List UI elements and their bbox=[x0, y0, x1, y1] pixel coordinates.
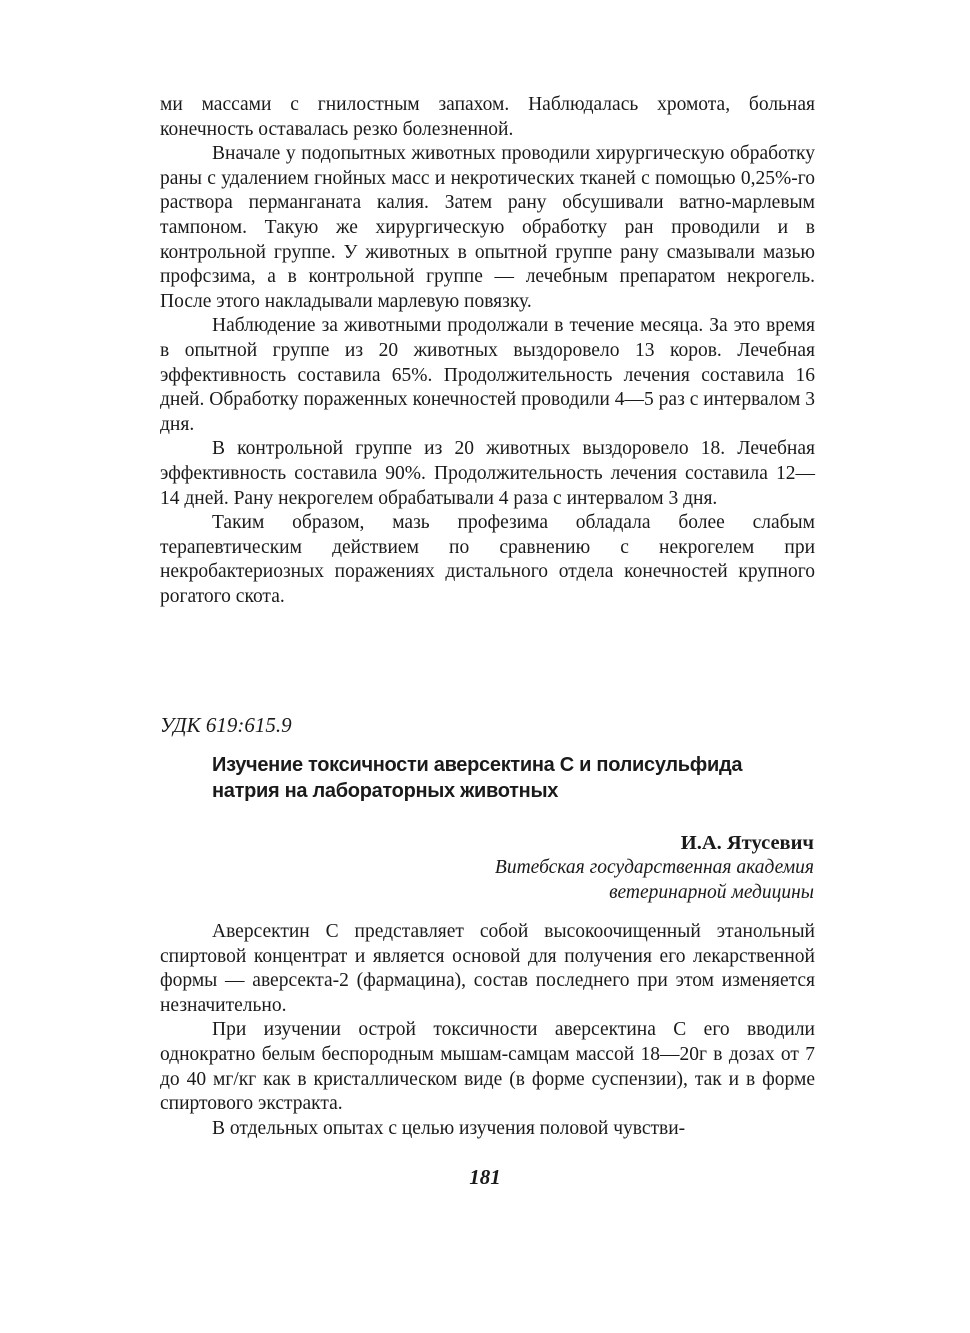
article-title: Изучение токсичности аверсектина С и полисульфида натрия на лабораторных животных bbox=[212, 754, 743, 802]
article-body bbox=[160, 920, 815, 1141]
author-name: И.А. Ятусевич bbox=[680, 832, 814, 854]
udk-code: УДК 619:615.9 bbox=[160, 713, 292, 737]
previous-article-ending bbox=[160, 93, 815, 609]
paragraph: В контрольной группе из 20 животных выздоровело 18. Лечебная эффективность составила 90%. Продолжительность лечения составила 12—14 дней. Рану некрогелем обрабатывали 4 раза с интервалом 3 дня. bbox=[160, 438, 815, 509]
paragraph: Таким образом, мазь профезима обладала более слабым терапевтическим действием по сравнению с некрогелем при некробактериозных поражениях дистального отдела конечностей крупного рогатого скота. bbox=[160, 512, 815, 607]
paragraph: Наблюдение за животными продолжали в течение месяца. За это время в опытной группе из 20 животных выздоровело 13 коров. Лечебная эффективность составила 65%. Продолжительность лечения составила 16 дней. Обработку пораженных конечностей проводили 4—5 раз с интервалом 3 дня. bbox=[160, 315, 815, 435]
paragraph: Аверсектин С представляет собой высокоочищенный этанольный спиртовой концентрат и является основой для получения его лекарственной формы — аверсекта-2 (фармацина), состав последнего при этом изменяется незначительно. bbox=[160, 921, 815, 1016]
paragraph: Вначале у подопытных животных проводили хирургическую обработку раны с удалением гнойных масс и некротических тканей с помощью 0,25%-го раствора перманганата калия. Затем рану обсушивали ватно-марлевым тампоном. Такую же хирургическую обработку ран проводили и в контрольной группе. У животных в опытной группе рану смазывали мазью профсзима, а в контрольной группе — лечебным препаратом некрогель. После этого накладывали марлевую повязку. bbox=[160, 143, 815, 312]
author-affiliation: Витебская государственная академия ветеринарной медицины bbox=[494, 857, 814, 903]
paragraph: В отдельных опытах с целью изучения половой чувстви- bbox=[212, 1117, 686, 1139]
paragraph: ми массами с гнилостным запахом. Наблюдалась хромота, больная конечность оставалась резко болезненной. bbox=[160, 94, 815, 140]
paragraph: При изучении острой токсичности аверсектина С его вводили однократно белым беспородным мышам-самцам массой 18—20г в дозах от 7 до 40 мг/кг как в кристаллическом виде (в форме суспензии), так и в форме спиртового экстракта. bbox=[160, 1019, 815, 1115]
page-number: 181 bbox=[469, 1165, 501, 1189]
